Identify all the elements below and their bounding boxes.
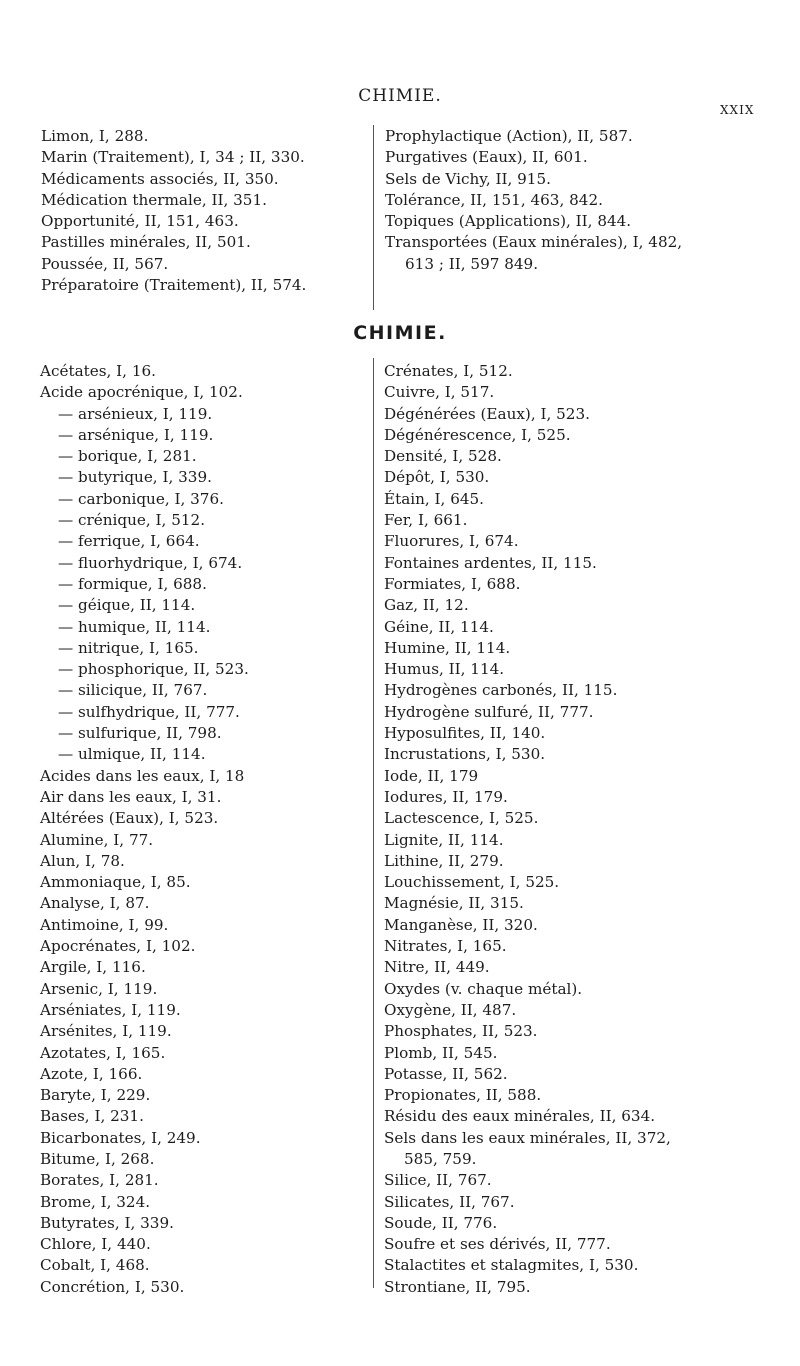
index-entry: Concrétion, I, 530.: [40, 1277, 185, 1296]
index-entry: Humus, II, 114.: [384, 660, 505, 679]
index-entry: Pastilles minérales, II, 501.: [41, 233, 251, 252]
index-entry: Fluorures, I, 674.: [384, 532, 519, 551]
main-left-index-column: [40, 361, 249, 1298]
index-entry: — silicique, II, 767.: [58, 681, 208, 700]
index-entry: Soude, II, 776.: [384, 1213, 498, 1232]
index-entry: Acétates, I, 16.: [40, 362, 156, 380]
index-entry: Antimoine, I, 99.: [40, 915, 169, 934]
top-left-index-column: [41, 126, 306, 296]
index-entry: Résidu des eaux minérales, II, 634.: [384, 1107, 656, 1126]
index-entry: Bitume, I, 268.: [40, 1149, 155, 1168]
index-entry: Cuivre, I, 517.: [384, 383, 495, 402]
index-entry: Strontiane, II, 795.: [384, 1277, 531, 1296]
section-title: CHIMIE.: [353, 322, 447, 344]
index-entry: Analyse, I, 87.: [40, 894, 150, 913]
index-entry: Nitre, II, 449.: [384, 958, 490, 977]
index-entry: Prophylactique (Action), II, 587.: [385, 127, 633, 145]
index-entry: Air dans les eaux, I, 31.: [40, 787, 222, 806]
index-entry: Incrustations, I, 530.: [384, 745, 546, 764]
index-entry: Apocrénates, I, 102.: [40, 937, 196, 956]
index-entry: — humique, II, 114.: [58, 617, 211, 636]
index-entry: — sulfhydrique, II, 777.: [58, 702, 240, 721]
index-entry: Hydrogène sulfuré, II, 777.: [384, 702, 594, 721]
index-entry: Altérées (Eaux), I, 523.: [40, 809, 219, 828]
index-entry: Lignite, II, 114.: [384, 830, 504, 849]
index-entry: — butyrique, I, 339.: [58, 468, 212, 487]
index-entry: — formique, I, 688.: [58, 574, 207, 593]
index-entry: Oxydes (v. chaque métal).: [384, 979, 583, 998]
index-entry: Formiates, I, 688.: [384, 574, 521, 593]
index-entry: — crénique, I, 512.: [58, 511, 206, 530]
index-entry: Dépôt, I, 530.: [384, 468, 490, 487]
index-entry: 585, 759.: [404, 1149, 477, 1168]
index-entry: Marin (Traitement), I, 34 ; II, 330.: [41, 148, 305, 167]
index-entry: Oxygène, II, 487.: [384, 1000, 517, 1019]
index-entry: — sulfurique, II, 798.: [58, 724, 222, 743]
index-entry: Chlore, I, 440.: [40, 1235, 151, 1254]
index-entry: Baryte, I, 229.: [40, 1086, 151, 1105]
index-entry: Acide apocrénique, I, 102.: [40, 383, 243, 402]
index-entry: Préparatoire (Traitement), II, 574.: [41, 276, 307, 295]
index-entry: — nitrique, I, 165.: [58, 638, 199, 657]
index-entry: Sels de Vichy, II, 915.: [385, 169, 551, 188]
index-entry: Cobalt, I, 468.: [40, 1256, 150, 1275]
index-entry: Humine, II, 114.: [384, 638, 511, 657]
index-entry: Bicarbonates, I, 249.: [40, 1128, 201, 1147]
index-entry: — arsénieux, I, 119.: [58, 404, 213, 423]
index-entry: Butyrates, I, 339.: [40, 1213, 174, 1232]
index-entry: — borique, I, 281.: [58, 447, 197, 466]
index-entry: 613 ; II, 597 849.: [405, 254, 539, 273]
index-entry: Iode, II, 179: [384, 766, 479, 785]
index-entry: Argile, I, 116.: [40, 958, 146, 977]
index-entry: — carbonique, I, 376.: [58, 489, 224, 508]
index-entry: Médicaments associés, II, 350.: [41, 169, 279, 188]
index-entry: Soufre et ses dérivés, II, 777.: [384, 1235, 611, 1254]
index-entry: Densité, I, 528.: [384, 447, 502, 466]
index-entry: Topiques (Applications), II, 844.: [385, 212, 632, 231]
index-entry: — phosphorique, II, 523.: [58, 660, 249, 679]
index-entry: Tolérance, II, 151, 463, 842.: [385, 190, 603, 209]
index-entry: Louchissement, I, 525.: [384, 873, 560, 892]
index-entry: Transportées (Eaux minérales), I, 482,: [385, 233, 683, 252]
index-entry: Étain, I, 645.: [384, 489, 485, 508]
index-entry: Gaz, II, 12.: [384, 596, 469, 615]
index-entry: Ammoniaque, I, 85.: [40, 873, 191, 892]
index-entry: Médication thermale, II, 351.: [41, 190, 267, 209]
index-entry: Acides dans les eaux, I, 18: [40, 766, 245, 785]
index-entry: Sels dans les eaux minérales, II, 372,: [384, 1128, 671, 1147]
index-entry: Lactescence, I, 525.: [384, 809, 539, 828]
index-entry: Azote, I, 166.: [40, 1064, 143, 1083]
index-entry: Borates, I, 281.: [40, 1171, 159, 1190]
index-entry: Hydrogènes carbonés, II, 115.: [384, 681, 618, 700]
index-entry: Silice, II, 767.: [384, 1171, 492, 1190]
index-entry: Bases, I, 231.: [40, 1107, 144, 1126]
index-entry: Alun, I, 78.: [40, 851, 125, 870]
index-entry: Dégénérescence, I, 525.: [384, 425, 571, 444]
index-entry: Phosphates, II, 523.: [384, 1022, 538, 1041]
index-entry: — fluorhydrique, I, 674.: [58, 553, 243, 572]
index-entry: Stalactites et stalagmites, I, 530.: [384, 1256, 639, 1275]
index-entry: Dégénérées (Eaux), I, 523.: [384, 404, 590, 423]
column-divider-main: [373, 358, 374, 1288]
index-entry: Limon, I, 288.: [41, 127, 149, 145]
index-entry: Géine, II, 114.: [384, 617, 494, 636]
page-number: XXIX: [720, 103, 755, 117]
index-entry: Potasse, II, 562.: [384, 1064, 508, 1083]
index-entry: Fontaines ardentes, II, 115.: [384, 553, 597, 572]
index-entry: Alumine, I, 77.: [40, 830, 154, 849]
main-right-index-column: [384, 361, 671, 1298]
index-entry: Poussée, II, 567.: [41, 254, 169, 273]
index-entry: — géique, II, 114.: [58, 596, 196, 615]
column-divider-top: [373, 125, 374, 310]
index-entry: Manganèse, II, 320.: [384, 915, 538, 934]
index-entry: Nitrates, I, 165.: [384, 937, 507, 956]
index-entry: Arséniates, I, 119.: [40, 1000, 181, 1019]
index-entry: — ferrique, I, 664.: [58, 532, 200, 551]
index-entry: Azotates, I, 165.: [40, 1043, 166, 1062]
running-title: CHIMIE.: [358, 86, 442, 106]
index-entry: Lithine, II, 279.: [384, 851, 504, 870]
index-entry: Opportunité, II, 151, 463.: [41, 212, 239, 231]
index-entry: Plomb, II, 545.: [384, 1043, 498, 1062]
index-entry: — ulmique, II, 114.: [58, 745, 206, 764]
index-entry: Iodures, II, 179.: [384, 787, 508, 806]
index-entry: — arsénique, I, 119.: [58, 425, 214, 444]
index-entry: Magnésie, II, 315.: [384, 894, 524, 913]
top-right-index-column: [385, 126, 682, 275]
index-entry: Hyposulfites, II, 140.: [384, 724, 546, 743]
index-entry: Crénates, I, 512.: [384, 362, 513, 380]
index-entry: Arsénites, I, 119.: [40, 1022, 172, 1041]
index-entry: Fer, I, 661.: [384, 511, 468, 530]
index-entry: Silicates, II, 767.: [384, 1192, 515, 1211]
index-entry: Arsenic, I, 119.: [40, 979, 158, 998]
index-entry: Brome, I, 324.: [40, 1192, 151, 1211]
index-entry: Propionates, II, 588.: [384, 1086, 542, 1105]
index-entry: Purgatives (Eaux), II, 601.: [385, 148, 588, 167]
